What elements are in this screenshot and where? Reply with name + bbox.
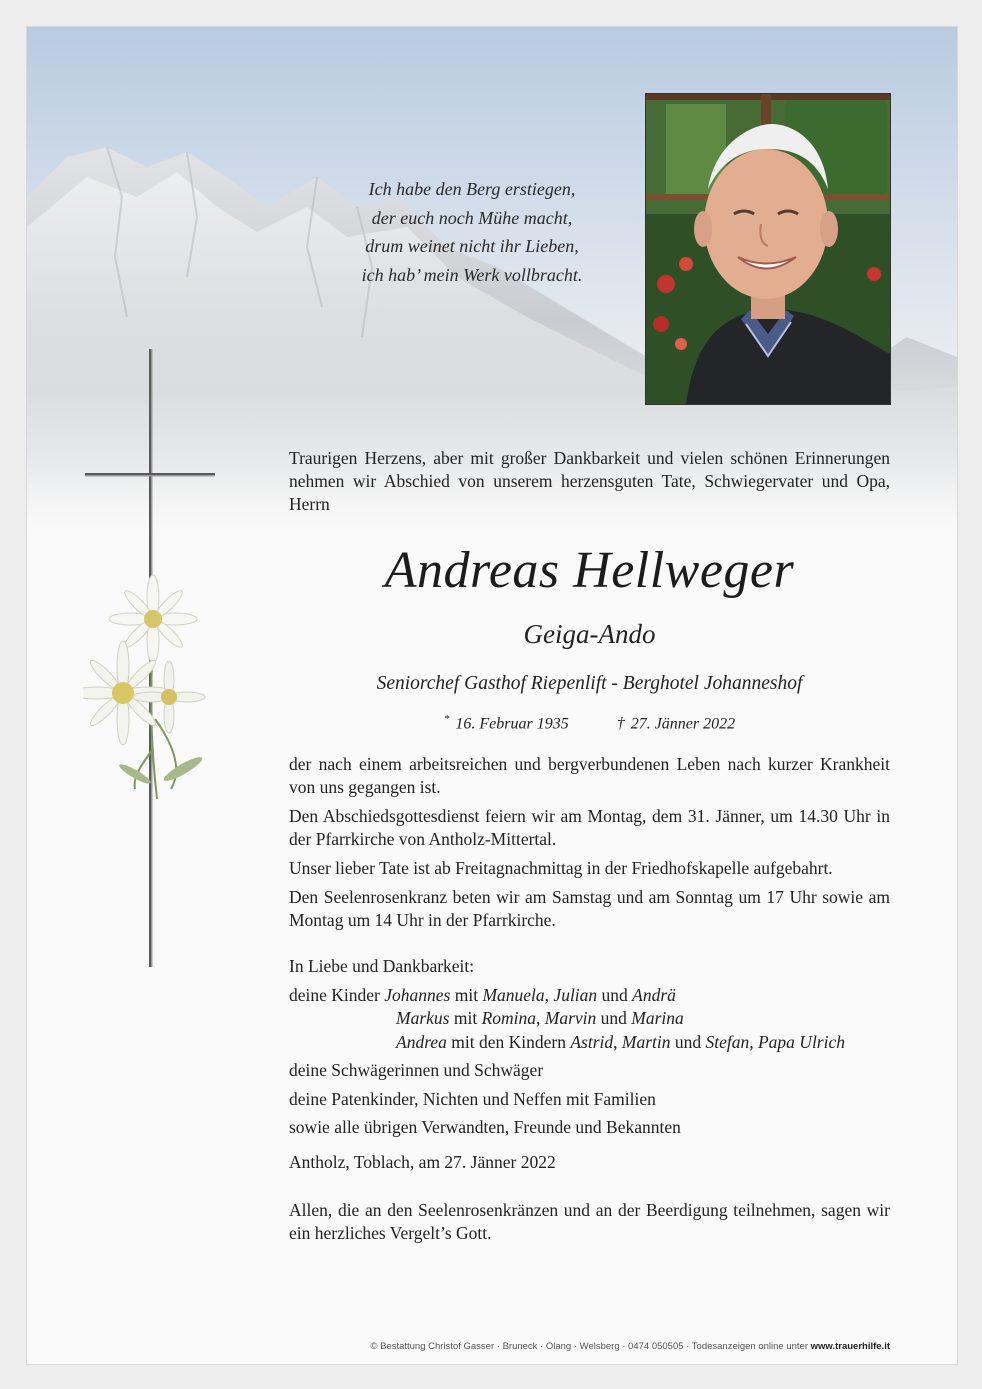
partner-name: Manuela xyxy=(482,984,545,1005)
connector: und xyxy=(600,1008,627,1028)
child-name: Johannes xyxy=(384,984,451,1005)
intro-text: Traurigen Herzens, aber mit großer Dankbarkeit und vielen schönen Erinnerungen nehmen wir Abschied von unserem herzensguten Tate, Schwiegervater und Opa, Herrn xyxy=(289,448,890,514)
grandchild-name: Astrid xyxy=(570,1031,614,1052)
grandchild-name: Martin xyxy=(621,1031,671,1052)
body-paragraph: der nach einem arbeitsreichen und bergverbundenen Leben nach kurzer Krankheit von uns gegangen ist. xyxy=(289,754,890,797)
child-name: Markus xyxy=(396,1008,450,1028)
children-prefix: deine Kinder xyxy=(289,984,380,1005)
body-paragraph: Unser lieber Tate ist ab Freitagnachmittag in der Friedhofskapelle aufgebahrt. xyxy=(289,858,833,878)
announcement-body xyxy=(289,753,890,938)
child-name: Andrea xyxy=(396,1031,447,1052)
verse-line: drum weinet nicht ihr Lieben, xyxy=(365,236,579,256)
deceased-nickname: Geiga-Ando xyxy=(523,619,656,649)
place-and-date: Antholz, Toblach, am 27. Jänner 2022 xyxy=(289,1152,556,1172)
verse-line: ich hab’ mein Werk vollbracht. xyxy=(361,264,583,285)
birth-symbol: * xyxy=(443,713,450,725)
children-row: Andrea mit den Kindern Astrid, Martin und Stefan, Papa Ulrich xyxy=(396,1031,845,1052)
life-dates xyxy=(289,713,890,733)
mourners-list xyxy=(289,955,890,1140)
death-cross-icon: † xyxy=(616,715,625,733)
footer-link[interactable]: www.trauerhilfe.it xyxy=(810,1341,890,1352)
mourners-line: deine Schwägerinnen und Schwäger xyxy=(289,1060,544,1080)
connector: mit xyxy=(454,984,479,1005)
cross-with-edelweiss-image xyxy=(83,349,223,969)
connector: und xyxy=(674,1031,702,1052)
children-row: deine Kinder Johannes mit Manuela, Julian und Andrä xyxy=(289,984,676,1005)
grandchild-name: Julian xyxy=(553,984,598,1005)
connector: und xyxy=(601,984,628,1005)
body-paragraph: Den Abschiedsgottesdienst feiern wir am Montag, dem 31. Jänner, um 14.30 Uhr in der Pfarrkirche von Antholz-Mittertal. xyxy=(289,806,890,849)
verse-line: Ich habe den Berg erstiegen, xyxy=(368,179,576,199)
children-row: Markus mit Romina, Marvin und Marina xyxy=(396,1008,684,1028)
connector: mit den Kindern xyxy=(451,1031,566,1052)
grandchild-name: Marvin xyxy=(544,1008,597,1028)
thanks-text: Allen, die an den Seelenrosenkränzen und an der Beerdigung teilnehmen, sagen wir ein herzliches Vergelt’s Gott. xyxy=(289,1200,890,1243)
mourners-line: deine Patenkinder, Nichten und Neffen mit Familien xyxy=(289,1088,656,1109)
footer-text: © Bestattung Christof Gasser · Bruneck · Olang · Welsberg · 0474 050505 · Todesanzeigen online unter xyxy=(370,1341,808,1352)
death-date: 27. Jänner 2022 xyxy=(630,715,736,733)
verse-line: der euch noch Mühe macht, xyxy=(371,207,573,228)
obituary-card xyxy=(26,26,958,1365)
deceased-role: Seniorchef Gasthof Riepenlift - Berghotel Johanneshof xyxy=(376,673,803,694)
deceased-name: Andreas Hellweger xyxy=(384,542,795,599)
footer xyxy=(289,1341,890,1352)
partner-name: Romina xyxy=(481,1008,537,1028)
mourners-line: sowie alle übrigen Verwandten, Freunde und Bekannten xyxy=(289,1117,681,1137)
mourners-heading: In Liebe und Dankbarkeit: xyxy=(289,956,475,976)
birth-date: 16. Februar 1935 xyxy=(455,715,569,733)
grandchild-name: Andrä xyxy=(632,984,676,1005)
connector: mit xyxy=(453,1008,478,1028)
portrait-photo xyxy=(645,93,891,405)
grandchild-name: Marina xyxy=(631,1008,684,1028)
body-paragraph: Den Seelenrosenkranz beten wir am Samstag und am Sonntag um 17 Uhr sowie am Montag um 14 Uhr in der Pfarrkirche. xyxy=(289,887,890,930)
grandchild-name: Stefan, Papa Ulrich xyxy=(705,1031,845,1052)
verse xyxy=(327,175,617,289)
